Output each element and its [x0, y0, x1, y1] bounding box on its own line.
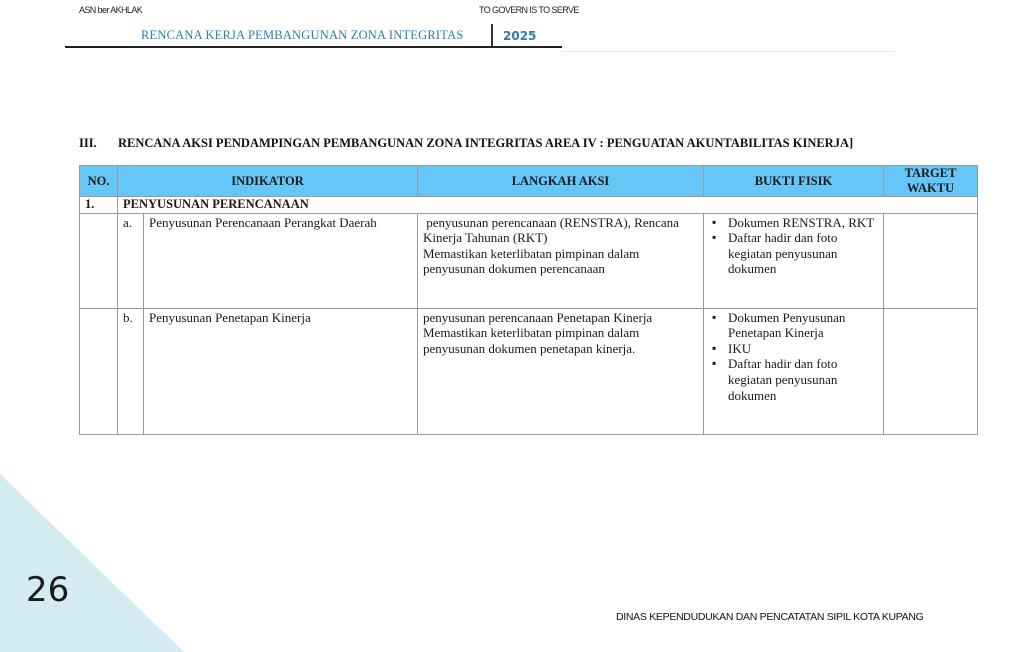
item-steps: [418, 308, 704, 434]
section-title: RENCANA AKSI PENDAMPINGAN PEMBANGUNAN ZONA INTEGRITAS AREA IV : PENGUATAN AKUNTABILITAS KINERJA]: [118, 136, 854, 150]
col-header-target-waktu: TARGET WAKTU: [884, 166, 978, 197]
table-row: [80, 213, 978, 308]
section-number: III.: [79, 136, 97, 150]
item-indicator: Penyusunan Perencanaan Perangkat Daerah: [144, 213, 418, 308]
header-rule-light: [562, 51, 894, 52]
evidence-item: ▪ Dokumen RENSTRA, RKT: [709, 215, 878, 231]
header-divider: [491, 24, 493, 46]
col-header-langkah-aksi: LANGKAH AKSI: [418, 166, 704, 197]
col-header-bukti-fisik: BUKTI FISIK: [704, 166, 884, 197]
item-letter: a.: [118, 213, 144, 308]
evidence-item: ▪ Daftar hadir dan foto kegiatan penyusunan dokumen: [709, 230, 878, 277]
group-title: PENYUSUNAN PERENCANAAN: [118, 197, 978, 214]
evidence-item: ▪ Dokumen Penyusunan Penetapan Kinerja: [709, 310, 878, 341]
group-number: 1.: [80, 197, 118, 214]
step-text: Memastikan keterlibatan pimpinan dalam penyusunan dokumen penetapan kinerja.: [423, 325, 640, 356]
motto-right: TO GOVERN IS TO SERVE: [479, 5, 579, 15]
item-target: [884, 213, 978, 308]
item-evidence: [704, 213, 884, 308]
item-letter: b.: [118, 308, 144, 434]
page-number: 26: [26, 570, 70, 610]
col-header-no: NO.: [80, 166, 118, 197]
empty-cell: [80, 213, 118, 308]
table-header-row: [80, 166, 978, 197]
empty-cell: [80, 308, 118, 434]
table-row: [80, 308, 978, 434]
item-target: [884, 308, 978, 434]
step-text: penyusunan perencanaan Penetapan Kinerja: [423, 309, 653, 325]
document-title: RENCANA KERJA PEMBANGUNAN ZONA INTEGRITAS: [141, 28, 464, 42]
evidence-item: ▪ Daftar hadir dan foto kegiatan penyusunan dokumen: [709, 356, 878, 403]
header-rule: [65, 46, 562, 48]
corner-decoration: [0, 474, 184, 652]
col-header-indikator: INDIKATOR: [118, 166, 418, 197]
motto-left: ASN ber AKHLAK: [79, 5, 143, 15]
step-text: Memastikan keterlibatan pimpinan dalam penyusunan dokumen perencanaan: [423, 245, 640, 277]
item-steps: [418, 213, 704, 308]
action-plan-table: [79, 165, 978, 435]
footer-organization: DINAS KEPENDUDUKAN DAN PENCATATAN SIPIL KOTA KUPANG: [616, 611, 924, 623]
item-indicator: Penyusunan Penetapan Kinerja: [144, 308, 418, 434]
step-text: penyusunan perencanaan (RENSTRA), Rencana Kinerja Tahunan (RKT): [423, 214, 683, 246]
section-heading: [79, 136, 853, 151]
group-row: [80, 197, 978, 214]
item-evidence: [704, 308, 884, 434]
document-year: 2025: [503, 29, 537, 43]
evidence-item: ▪ IKU: [709, 341, 878, 357]
